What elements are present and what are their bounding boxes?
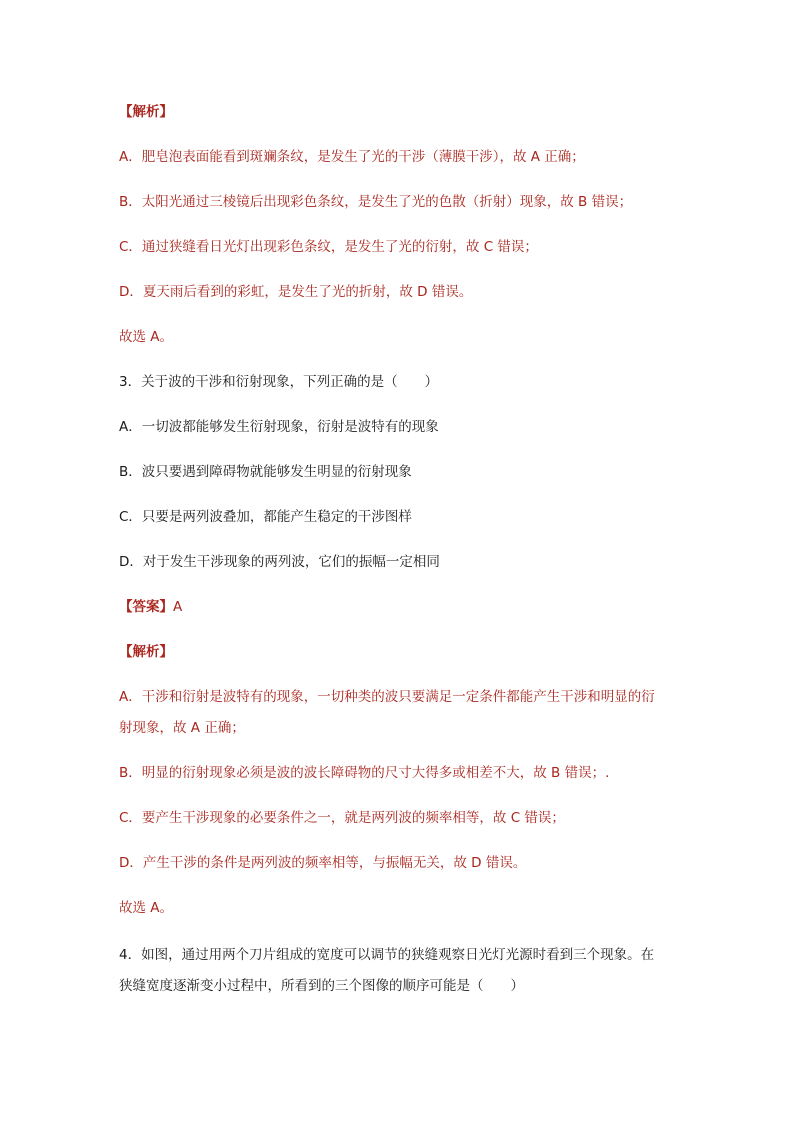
analysis-1-option-a: A．肥皂泡表面能看到斑斓条纹，是发生了光的干涉（薄膜干涉），故 A 正确； (119, 149, 585, 165)
question-4-line-1: 4．如图，通过用两个刀片组成的宽度可以调节的狭缝观察日光灯光源时看到三个现象。在 (119, 947, 655, 963)
answer-label: 【答案】 (119, 599, 173, 615)
analysis-2-option-c: C．要产生干涉现象的必要条件之一，就是两列波的频率相等，故 C 错误； (119, 810, 565, 826)
answer-value: A (173, 599, 183, 615)
question-4-line-2: 狭缝宽度逐渐变小过程中，所看到的三个图像的顺序可能是（ ） (119, 978, 524, 994)
analysis-heading-2: 【解析】 (119, 644, 173, 660)
analysis-2-conclusion: 故选 A。 (119, 900, 174, 916)
question-3-option-c: C．只要是两列波叠加，都能产生稳定的干涉图样 (119, 509, 412, 525)
analysis-2-option-b: B．明显的衍射现象必须是波的波长障碍物的尺寸大得多或相差不大，故 B 错误；. (119, 765, 610, 781)
analysis-1-option-b: B．太阳光通过三棱镜后出现彩色条纹，是发生了光的色散（折射）现象，故 B 错误； (119, 194, 633, 210)
analysis-1-conclusion: 故选 A。 (119, 329, 174, 345)
question-3-stem: 3．关于波的干涉和衍射现象，下列正确的是（ ） (119, 374, 439, 390)
analysis-2-option-a-line-2: 射现象，故 A 正确； (119, 720, 245, 736)
analysis-1-option-d: D．夏天雨后看到的彩虹，是发生了光的折射，故 D 错误。 (119, 284, 473, 300)
analysis-1-option-c: C．通过狭缝看日光灯出现彩色条纹，是发生了光的衍射，故 C 错误； (119, 239, 538, 255)
answer-3 (119, 597, 679, 617)
question-3-option-b: B．波只要遇到障碍物就能够发生明显的衍射现象 (119, 464, 412, 480)
analysis-2-option-a-line-1: A．干涉和衍射是波特有的现象，一切种类的波只要满足一定条件都能产生干涉和明显的衍 (119, 689, 655, 705)
question-3-option-d: D．对于发生干涉现象的两列波，它们的振幅一定相同 (119, 554, 440, 570)
question-3-option-a: A．一切波都能够发生衍射现象，衍射是波特有的现象 (119, 419, 439, 435)
analysis-2-option-d: D．产生干涉的条件是两列波的频率相等，与振幅无关，故 D 错误。 (119, 855, 527, 871)
analysis-heading-1: 【解析】 (119, 104, 173, 120)
